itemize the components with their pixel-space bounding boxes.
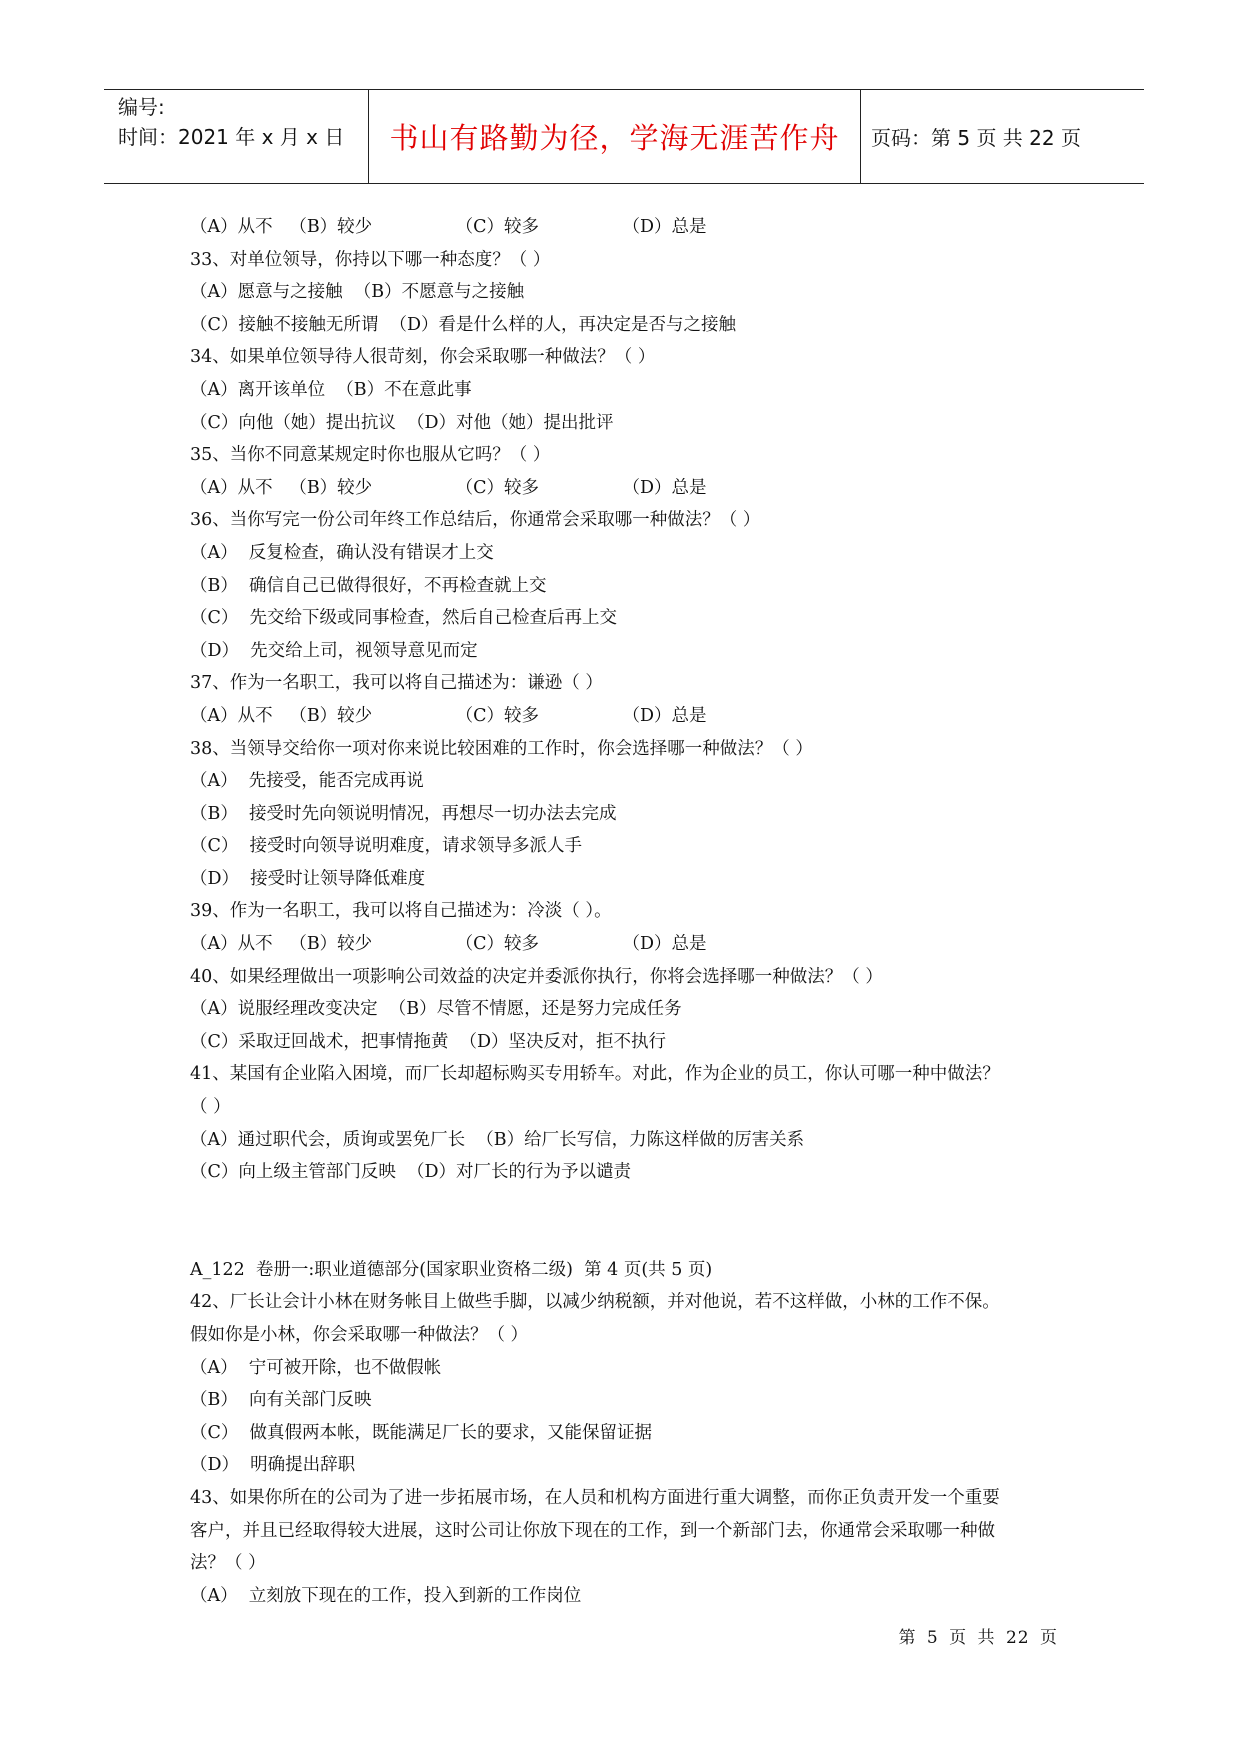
text-line: （B） 确信自己已做得很好，不再检查就上交 [190, 575, 547, 596]
text-line: （A）愿意与之接触 （B）不愿意与之接触 [190, 282, 525, 303]
text-line: A_122 卷册一:职业道德部分(国家职业资格二级) 第 4 页(共 5 页) [190, 1259, 713, 1280]
text-line: 39、作为一名职工，我可以将自己描述为：冷淡（ ）。 [190, 901, 612, 922]
document-body [190, 211, 1070, 1612]
text-line: （ ） [190, 1097, 231, 1118]
text-line: 43、如果你所在的公司为了进一步拓展市场，在人员和机构方面进行重大调整，而你正负责开发一个重要 [190, 1487, 1000, 1508]
text-line: 36、当你写完一份公司年终工作总结后，你通常会采取哪一种做法？（ ） [190, 510, 761, 531]
text-line: 40、如果经理做出一项影响公司效益的决定并委派你执行，你将会选择哪一种做法？（ ） [190, 966, 883, 987]
page-footer: 第 5 页 共 22 页 [898, 1628, 1058, 1648]
text-line: （C）向上级主管部门反映 （D）对厂长的行为予以谴责 [190, 1162, 632, 1183]
text-line: （A）离开该单位 （B）不在意此事 [190, 379, 472, 400]
text-line: （C）采取迂回战术，把事情拖黄 （D）坚决反对，拒不执行 [190, 1031, 667, 1052]
text-line: （A）说服经理改变决定 （B）尽管不情愿，还是努力完成任务 [190, 999, 682, 1020]
text-line: （A）从不 （B）较少 （C）较多 （D）总是 [190, 217, 707, 237]
page-header [104, 89, 1144, 184]
header-page-number: 页码：第 5 页 共 22 页 [871, 126, 1081, 150]
serial-label: 编号: [118, 95, 165, 119]
text-line: （C）接触不接触无所谓 （D）看是什么样的人，再决定是否与之接触 [190, 314, 737, 335]
text-line: （C） 接受时向领导说明难度，请求领导多派人手 [190, 836, 583, 857]
text-line: 34、如果单位领导待人很苛刻，你会采取哪一种做法？（ ） [190, 347, 656, 368]
text-line: （C） 做真假两本帐，既能满足厂长的要求，又能保留证据 [190, 1422, 653, 1443]
text-line: （A）从不 （B）较少 （C）较多 （D）总是 [190, 934, 707, 955]
text-line: 33、对单位领导，你持以下哪一种态度？（ ） [190, 249, 551, 270]
text-line: （A） 宁可被开除，也不做假帐 [190, 1357, 442, 1378]
text-line: （B） 向有关部门反映 [190, 1390, 372, 1411]
text-line: 38、当领导交给你一项对你来说比较困难的工作时，你会选择哪一种做法？（ ） [190, 738, 813, 759]
text-line: 法？（ ） [190, 1553, 266, 1574]
text-line: （A）通过职代会，质询或罢免厂长 （B）给厂长写信，力陈这样做的厉害关系 [190, 1129, 805, 1150]
text-line: （D） 明确提出辞职 [190, 1455, 356, 1476]
text-line: （C）向他（她）提出抗议 （D）对他（她）提出批评 [190, 412, 614, 433]
time-label: 时间：2021 年 x 月 x 日 [118, 125, 345, 149]
question-block [190, 1254, 1070, 1613]
text-line: （A） 先接受，能否完成再说 [190, 771, 424, 792]
header-motto: 书山有路勤为径，学海无涯苦作舟 [389, 121, 840, 155]
header-divider [860, 90, 861, 183]
text-line: 客户，并且已经取得较大进展，这时公司让你放下现在的工作，到一个新部门去，你通常会采取哪一种做 [190, 1520, 995, 1541]
text-line: （A） 反复检查，确认没有错误才上交 [190, 542, 494, 563]
text-line: （A） 立刻放下现在的工作，投入到新的工作岗位 [190, 1585, 582, 1606]
text-line: 41、某国有企业陷入困境，而厂长却超标购买专用轿车。对此，作为企业的员工，你认可哪一种中做法？ [190, 1064, 1000, 1085]
section-gap [190, 1189, 1070, 1254]
text-line: （B） 接受时先向领说明情况，再想尽一切办法去完成 [190, 803, 617, 824]
text-line: （D） 接受时让领导降低难度 [190, 868, 426, 889]
text-line: 42、厂长让会计小林在财务帐目上做些手脚，以减少纳税额，并对他说，若不这样做，小林的工作不保。 [190, 1292, 1000, 1313]
text-line: （A）从不 （B）较少 （C）较多 （D）总是 [190, 477, 707, 498]
text-line: （C） 先交给下级或同事检查，然后自己检查后再上交 [190, 608, 618, 629]
text-line: （D） 先交给上司，视领导意见而定 [190, 640, 478, 661]
header-info [118, 92, 344, 152]
text-line: 假如你是小林，你会采取哪一种做法？（ ） [190, 1325, 529, 1345]
text-line: （A）从不 （B）较少 （C）较多 （D）总是 [190, 705, 707, 726]
text-line: 37、作为一名职工，我可以将自己描述为：谦逊（ ） [190, 673, 603, 694]
question-block [190, 211, 1070, 1189]
text-line: 35、当你不同意某规定时你也服从它吗？（ ） [190, 445, 551, 466]
